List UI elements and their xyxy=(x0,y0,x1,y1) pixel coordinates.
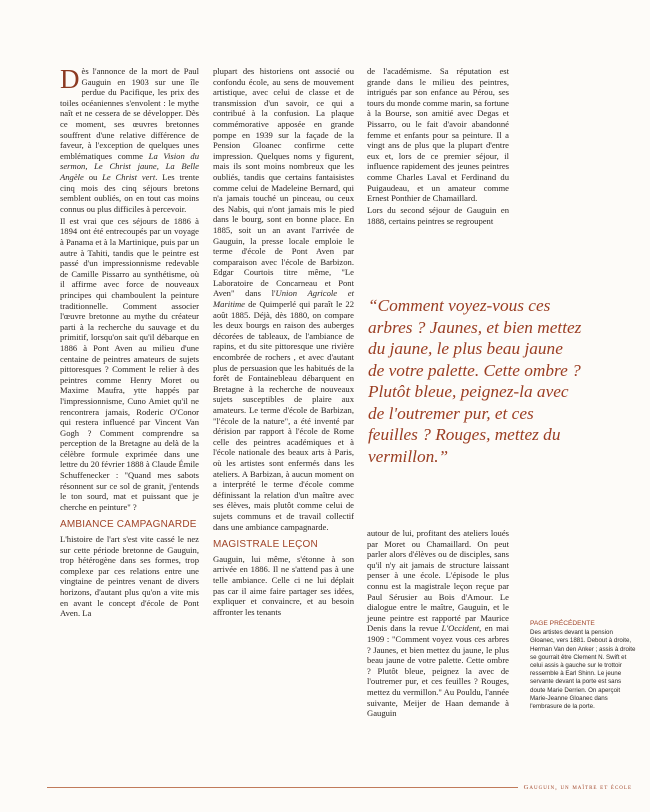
section-heading: AMBIANCE CAMPAGNARDE xyxy=(60,519,197,531)
intro-paragraph: Dès l'annonce de la mort de Paul Gauguin en 1903 sur une île perdue du Pacifique, les prix des toiles océaniennes s'envolent : le mythe naît et ne cessera de se développer. Dès ce moment, ses œuvres bretonnes souffrent d'une relative différence de faveur, à l'exception de quelques unes emblématiques comme La Vision du sermon, Le Christ jaune, La Belle Angèle ou Le Christ vert. Les trente cinq mois des cinq séjours bretons semblent oubliés, on en tout cas moins connus ou plus difficiles à percevoir. xyxy=(60,64,200,214)
section-heading: MAGISTRALE LEÇON xyxy=(213,539,318,551)
pull-quote: “Comment voyez-vous ces arbres ? Jaunes, et bien mettez du jaune, le plus beau jaune de votre palette. Cette ombre ? Plutôt bleue, peignez-la avec de l'outremer pur, et ces feuilles ? Rouges, mettez du vermillon.” xyxy=(368,296,582,466)
photo-caption xyxy=(530,620,636,711)
caption-text: Des artistes devant la pension Gloanec, vers 1881. Debout à droite, Herman Van den Anker ; assis à droite se gourrait être Clement N. Swift et celui assis à gauche sur le trottoir ressemble à Earl Shinn. Le jeune servante devant la porte est sans doute Marie Derrien. On aperçoit Marie-Jeanne Gloanec dans l'embrasure de la porte. xyxy=(530,629,636,711)
running-footer: Gauguin, un maître et école xyxy=(518,784,632,791)
body-paragraph: Lors du second séjour de Gauguin en 1888, certains peintres se regroupent xyxy=(367,205,509,226)
body-paragraph: autour de lui, profitant des ateliers loués par Moret ou Chamaillard. On peut parler alors d'élèves ou de disciples, sans qu'il n'y ait jamais de structure laissant penser à une école. L'épisode le plus connu est la magistrale leçon reçue par Paul Sérusier au Bois d'Amour. Le dialogue entre le maître, Gauguin, et le jeune peintre est rapporté par Maurice Denis dans la revue L'Occident, en mai 1909 : "Comment voyez vous ces arbres ? Jaunes, et bien mettez du jaune, le plus beau jaune de votre palette. Cette ombre ? Plutôt bleue, peignez la avec de l'outremer pur, et ces feuilles ? Rouges, mettez du vermillon." Au Pouldu, l'année suivante, Meijer de Haan demande à Gauguin xyxy=(367,528,509,719)
column-1 xyxy=(60,66,199,620)
column-2 xyxy=(213,66,354,619)
body-paragraph: Gauguin, lui même, s'étonne à son arrivée en 1886. Il ne s'attend pas à une telle ambiance. Celle ci ne lui déplait pas car il aime faire partager ses idées, expliquer et convaincre, et au besoin affronter les tenants xyxy=(213,553,354,617)
caption-title: PAGE PRÉCÉDENTE xyxy=(530,620,595,627)
column-3-top xyxy=(367,66,509,228)
body-paragraph: Il est vrai que ces séjours de 1886 à 1894 ont été entrecoupés par un voyage à Panama et à la Martinique, puis par un autre à Tahiti, tandis que le peintre est passé d'un impressionnisme redevable de Camille Pissarro au synthétisme, où il affirme avec force de nouveaux principes qui chamboulent la peinture traditionnelle. Comment associer l'œuvre bretonne au mythe du créateur parti à la recherche du sauvage et du primitif, lorsqu'on sait qu'il débarque en 1886 à Pont Aven au milieu d'une centaine de peintres amateurs de sujets pittoresques ? Comment le relier à des peintres comme Henry Moret ou Maxime Maufra, ytte happés par l'impressionnisme, Cuno Amiet qu'il ne rencontrera jamais, Roderic O'Conor qui restera influencé par Vincent Van Gogh ? Comment comprendre sa perception de la Bretagne au delà de la célèbre formule exprimée dans une lettre du 20 février 1888 à Claude Émile Schuffenecker : "Quand mes sabots résonnent sur ce sol de granit, j'entends le ton sourd, mat et puissant que je cherche en peinture" ? xyxy=(60,215,199,512)
body-paragraph: L'histoire de l'art s'est vite cassé le nez sur cette période bretonne de Gauguin, trop hétérogène dans ses formes, trop complexe par ces relations entre une vingtaine de peintres venant de divers horizons, d'autant plus qu'on a vite mis en avant le concept d'école de Pont Aven. La xyxy=(60,534,199,619)
column-3-bottom xyxy=(367,528,509,720)
body-paragraph: de l'académisme. Sa réputation est grande dans le milieu des peintres, intrigués par son enfance au Pérou, ses tours du monde comme marin, sa fortune à la Bourse, son amitié avec Degas et Pissarro, ou le fait d'avoir abandonné femme et enfants pour sa peinture. Il a vingt ans de plus que la plupart d'entre eux et, lors de ce premier séjour, il influence rapidement des jeunes peintres comme Charles Laval et Ferdinand du Puigaudeau, et un amateur comme Ernest Ponthier de Chamaillard. xyxy=(367,66,509,204)
drop-cap: D xyxy=(60,64,80,94)
body-paragraph: plupart des historiens ont associé ou confondu école, au sens de mouvement artistique, avec celui de classe et de transmission d'un savoir, ce qui a contribué à la confusion. La plaque commémorative apposée en grande pompe en 1939 sur la façade de la Pension Gloanec confirme cette impression. Quelques noms y figurent, mais ils sont moins nombreux que les oubliés, tandis que certains fantaisistes comme celui de Madeleine Bernard, qui n'a jamais touché un pinceau, ou ceux des Nabis, qui n'ont jamais mis le pied dans le bourg, sont en bonne place. En 1885, soit un an avant l'arrivée de Gauguin, la presse locale emploie le terme d'école de Pont Aven par comparaison avec l'école de Barbizon. Edgar Courtois titre même, "Le Laboratoire de Concarneau et Pont Aven" dans l'Union Agricole et Maritime de Quimperlé qui paraît le 22 août 1885. Déjà, dès 1880, on compare les deux bourgs en raison des auberges décorées de tableaux, de l'ambiance de rapins, et du site pittoresque une rivière encombrée de rochers , et avec d'autant plus de persuasion que les habitués de la forêt de Fontainebleau débarquent en Bretagne à la recherche de nouveaux sujets susceptibles de plaire aux amateurs. Le terme d'école de Barbizan, "l'école de la nature", a été inventé par dérision par rapport à l'école de Rome celle des peintres académiques et à l'école nationale des beaux arts à Paris, où les artistes sont enfermés dans les ateliers. A Barbizan, à aucun moment on a interprété le terme d'école comme définissant la relation d'un maître avec ses élèves, mais plutôt comme celui de sujets communs et de travail collectif dans une ambiance campagnarde. xyxy=(213,66,354,532)
